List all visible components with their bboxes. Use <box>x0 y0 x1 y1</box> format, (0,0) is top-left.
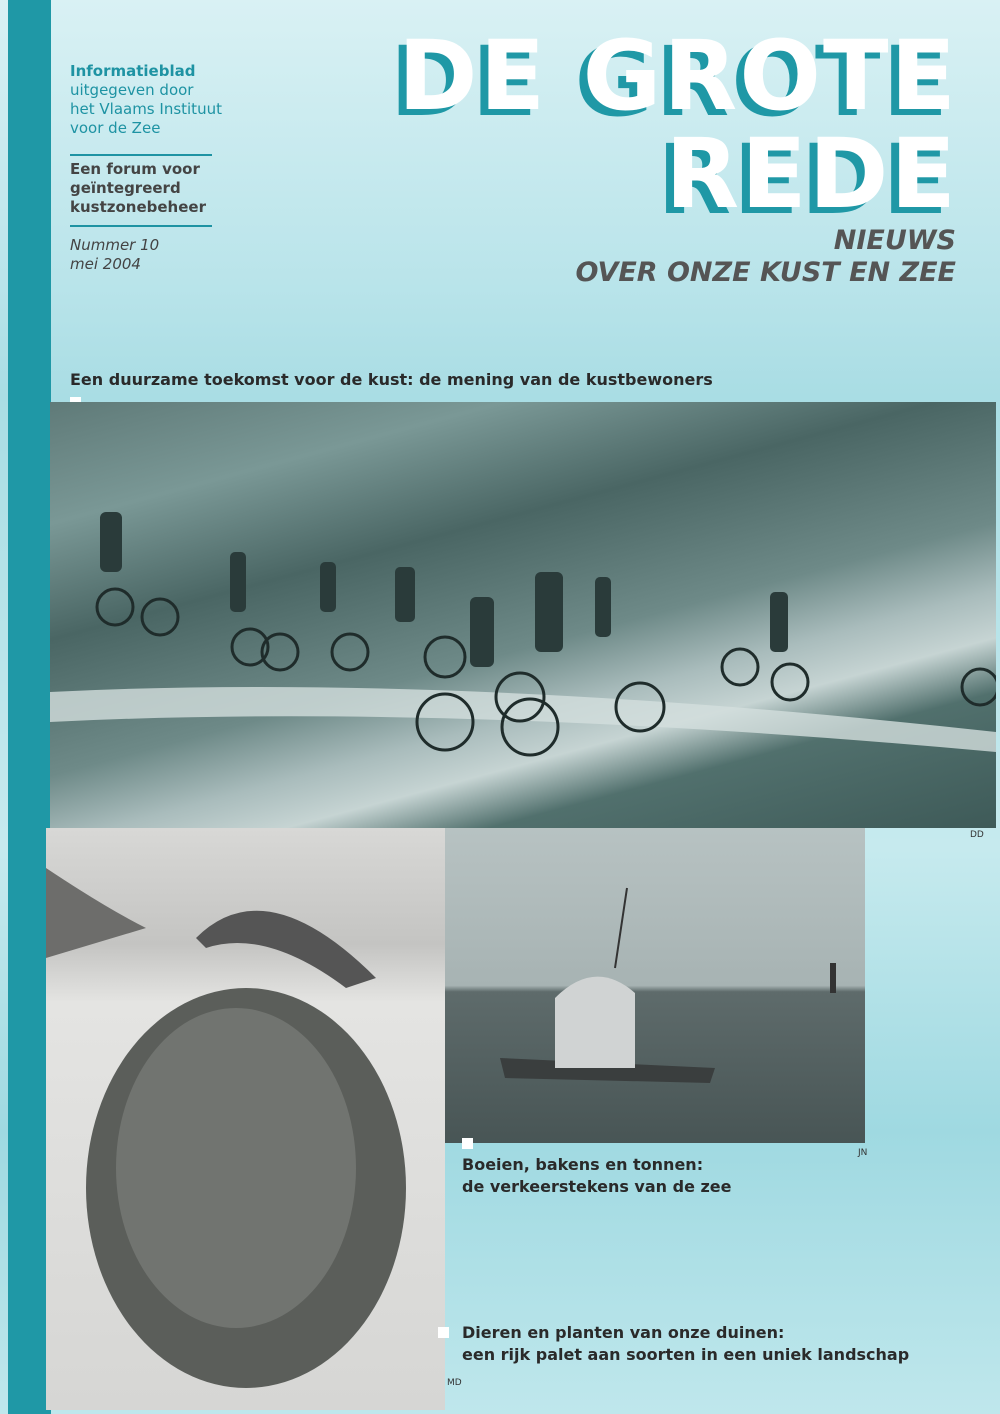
article-headline[interactable] <box>462 1154 732 1198</box>
buoy-illustration <box>445 828 865 1143</box>
publisher-info <box>70 62 222 138</box>
issue-number: Nummer 10 <box>70 236 160 254</box>
masthead-title: DE GROTE <box>397 20 958 132</box>
issue-date: mei 2004 <box>70 255 141 273</box>
divider <box>70 225 212 227</box>
masthead-subtitle: NIEUWS <box>833 225 956 256</box>
photo-credit: DD <box>970 830 984 840</box>
photo-credit: MD <box>447 1378 462 1388</box>
issue-info <box>70 236 159 274</box>
photo-credit: JN <box>858 1148 868 1158</box>
article-headline[interactable] <box>462 1322 909 1366</box>
publication-type: Informatieblad <box>70 62 196 80</box>
headline-line: Boeien, bakens en tonnen: <box>462 1155 704 1174</box>
accent-sidebar-bar <box>8 0 51 1414</box>
tagline-line: kustzonebeheer <box>70 198 206 216</box>
masthead-subtitle: OVER ONZE KUST EN ZEE <box>575 257 956 288</box>
bullet-square <box>438 1327 449 1338</box>
forum-tagline <box>70 160 206 217</box>
tagline-line: Een forum voor <box>70 160 200 178</box>
divider <box>70 154 212 156</box>
dune-illustration <box>46 828 445 1410</box>
article-headline[interactable]: Een duurzame toekomst voor de kust: de mening van de kustbewoners <box>70 370 713 389</box>
buoy-photo <box>445 828 865 1143</box>
dune-plant-photo <box>46 828 445 1410</box>
tagline-line: geïntegreerd <box>70 179 181 197</box>
publisher-line: uitgegeven door <box>70 81 194 99</box>
headline-line: Dieren en planten van onze duinen: <box>462 1323 785 1342</box>
headline-line: een rijk palet aan soorten in een uniek landschap <box>462 1345 910 1364</box>
publisher-line: voor de Zee <box>70 119 161 137</box>
masthead-title: REDE <box>665 118 958 230</box>
cyclists-illustration <box>50 402 996 828</box>
publisher-line: het Vlaams Instituut <box>70 100 222 118</box>
headline-line: de verkeerstekens van de zee <box>462 1177 732 1196</box>
bullet-square <box>462 1138 473 1149</box>
cyclists-photo <box>50 402 996 828</box>
